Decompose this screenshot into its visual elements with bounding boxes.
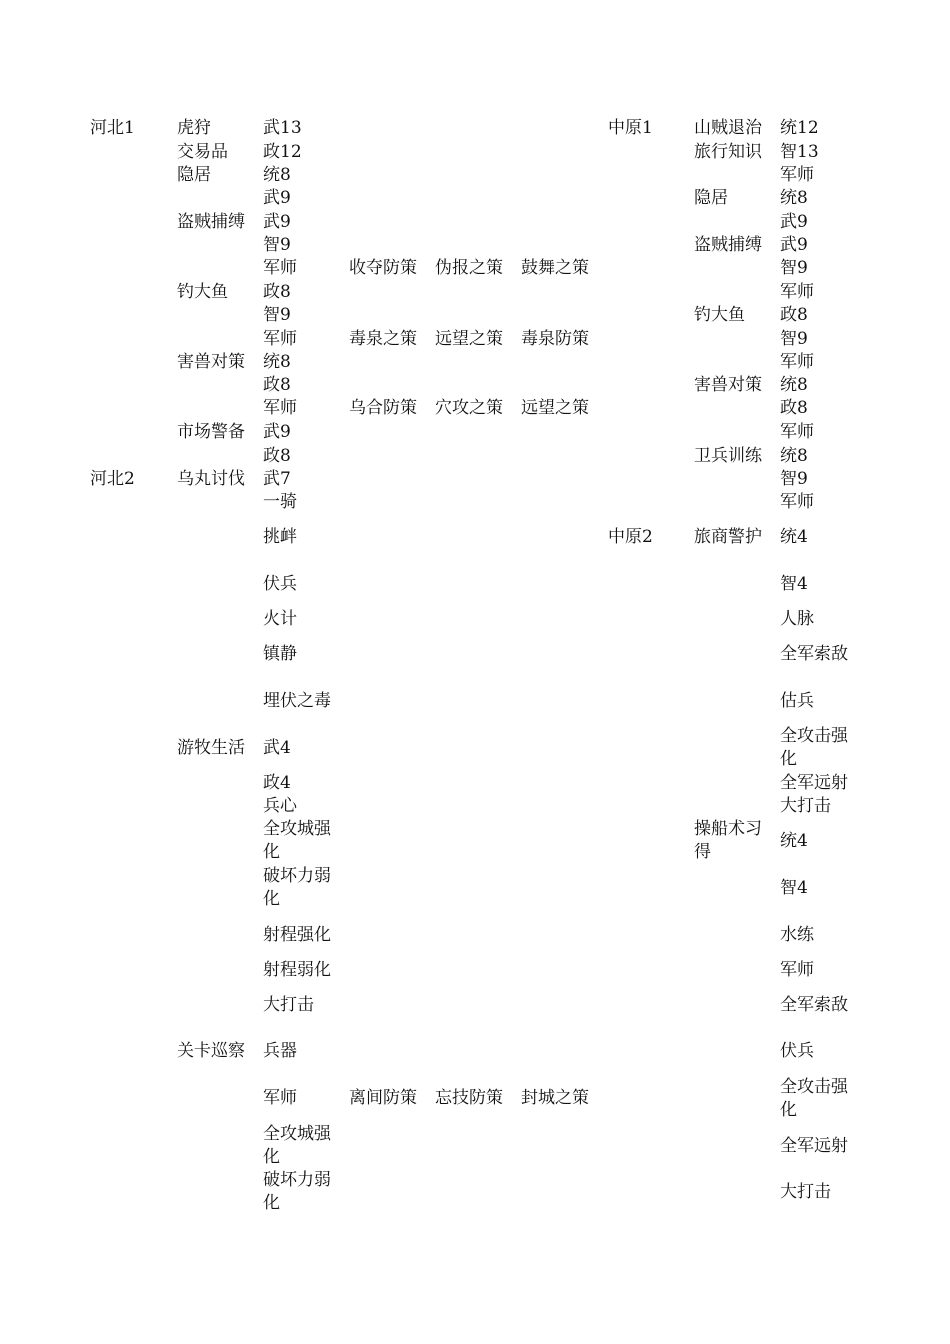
stat: 军师: [263, 1088, 297, 1108]
strategy: 收夺防策: [349, 258, 417, 278]
stat: 全攻击强化: [780, 726, 848, 769]
stat: 智9: [780, 258, 808, 278]
event-travel: 旅行知识: [694, 142, 762, 162]
stat: 估兵: [780, 691, 814, 711]
strategy: 穴攻之策: [435, 398, 503, 418]
stat: 智9: [263, 305, 291, 325]
stat: 智4: [780, 878, 808, 898]
stat: 武7: [263, 469, 291, 489]
stat: 政8: [780, 398, 808, 418]
strategy: 乌合防策: [349, 398, 417, 418]
region-zhongyuan1: 中原1: [608, 118, 653, 138]
event-hermit: 隐居: [177, 165, 211, 185]
region-hebei1: 河北1: [90, 118, 135, 138]
stat: 全军远射: [780, 773, 848, 793]
stat: 武9: [263, 422, 291, 442]
strategy: 封城之策: [521, 1088, 589, 1108]
stat: 军师: [780, 422, 814, 442]
stat: 一骑: [263, 492, 297, 512]
stat: 政8: [780, 305, 808, 325]
stat: 人脉: [780, 609, 814, 629]
stat: 射程强化: [263, 925, 331, 945]
stat: 军师: [263, 398, 297, 418]
event-beast: 害兽对策: [694, 375, 762, 395]
stat: 政8: [263, 446, 291, 466]
event-thief: 盗贼捕缚: [694, 235, 762, 255]
strategy: 毒泉防策: [521, 329, 589, 349]
stat: 智9: [780, 469, 808, 489]
stat: 统8: [263, 165, 291, 185]
stat: 统12: [780, 118, 819, 138]
stat: 全军索敌: [780, 995, 848, 1015]
region-zhongyuan2: 中原2: [608, 527, 653, 547]
event-market: 市场警备: [177, 422, 245, 442]
stat: 大打击: [263, 995, 314, 1015]
stat: 统8: [780, 375, 808, 395]
stat: 政8: [263, 282, 291, 302]
event-hermit: 隐居: [694, 188, 728, 208]
event-hunt: 虎狩: [177, 118, 211, 138]
stat: 全攻城强化: [263, 819, 331, 862]
stat: 武4: [263, 738, 291, 758]
event-nomad: 游牧生活: [177, 738, 245, 758]
stat: 全攻城强化: [263, 1124, 331, 1167]
stat: 全军远射: [780, 1136, 848, 1156]
stat: 政12: [263, 142, 302, 162]
stat: 智4: [780, 574, 808, 594]
stat: 统8: [780, 188, 808, 208]
stat: 智9: [263, 235, 291, 255]
stat: 军师: [263, 258, 297, 278]
stat: 镇静: [263, 644, 297, 664]
event-wuhuan: 乌丸讨伐: [177, 469, 245, 489]
stat: 兵心: [263, 796, 297, 816]
stat: 统4: [780, 527, 808, 547]
stat: 武9: [263, 188, 291, 208]
stat: 武13: [263, 118, 302, 138]
stat: 武9: [780, 212, 808, 232]
strategy: 伪报之策: [435, 258, 503, 278]
stat: 军师: [263, 329, 297, 349]
strategy: 远望之策: [521, 398, 589, 418]
stat: 全攻击强化: [780, 1077, 848, 1120]
stat: 兵器: [263, 1041, 297, 1061]
strategy: 远望之策: [435, 329, 503, 349]
stat: 政4: [263, 773, 291, 793]
stat: 水练: [780, 925, 814, 945]
stat: 埋伏之毒: [263, 691, 331, 711]
stat: 军师: [780, 960, 814, 980]
event-guard: 卫兵训练: [694, 446, 762, 466]
event-escort: 旅商警护: [694, 527, 762, 547]
event-beast: 害兽对策: [177, 352, 245, 372]
stat: 大打击: [780, 796, 831, 816]
strategy: 鼓舞之策: [521, 258, 589, 278]
stat: 政8: [263, 375, 291, 395]
stat: 智13: [780, 142, 819, 162]
strategy: 离间防策: [349, 1088, 417, 1108]
stat: 武9: [263, 212, 291, 232]
event-bandit: 山贼退治: [694, 118, 762, 138]
stat: 破坏力弱化: [263, 1170, 331, 1213]
stat: 军师: [780, 352, 814, 372]
stat: 统8: [263, 352, 291, 372]
stat: 智9: [780, 329, 808, 349]
event-trade: 交易品: [177, 142, 228, 162]
strategy: 毒泉之策: [349, 329, 417, 349]
region-hebei2: 河北2: [90, 469, 135, 489]
stat: 伏兵: [263, 574, 297, 594]
stat: 全军索敌: [780, 644, 848, 664]
stat: 伏兵: [780, 1041, 814, 1061]
stat: 统4: [780, 831, 808, 851]
stat: 大打击: [780, 1182, 831, 1202]
stat: 统8: [780, 446, 808, 466]
stat: 军师: [780, 492, 814, 512]
stat: 武9: [780, 235, 808, 255]
event-thief: 盗贼捕缚: [177, 212, 245, 232]
stat: 挑衅: [263, 527, 297, 547]
stat: 军师: [780, 165, 814, 185]
event-pass: 关卡巡察: [177, 1041, 245, 1061]
strategy: 忘技防策: [435, 1088, 503, 1108]
event-ship: 操船术习得: [694, 819, 762, 862]
stat: 破坏力弱化: [263, 866, 331, 909]
event-fish: 钓大鱼: [177, 282, 228, 302]
event-fish: 钓大鱼: [694, 305, 745, 325]
stat: 军师: [780, 282, 814, 302]
stat: 火计: [263, 609, 297, 629]
stat: 射程弱化: [263, 960, 331, 980]
